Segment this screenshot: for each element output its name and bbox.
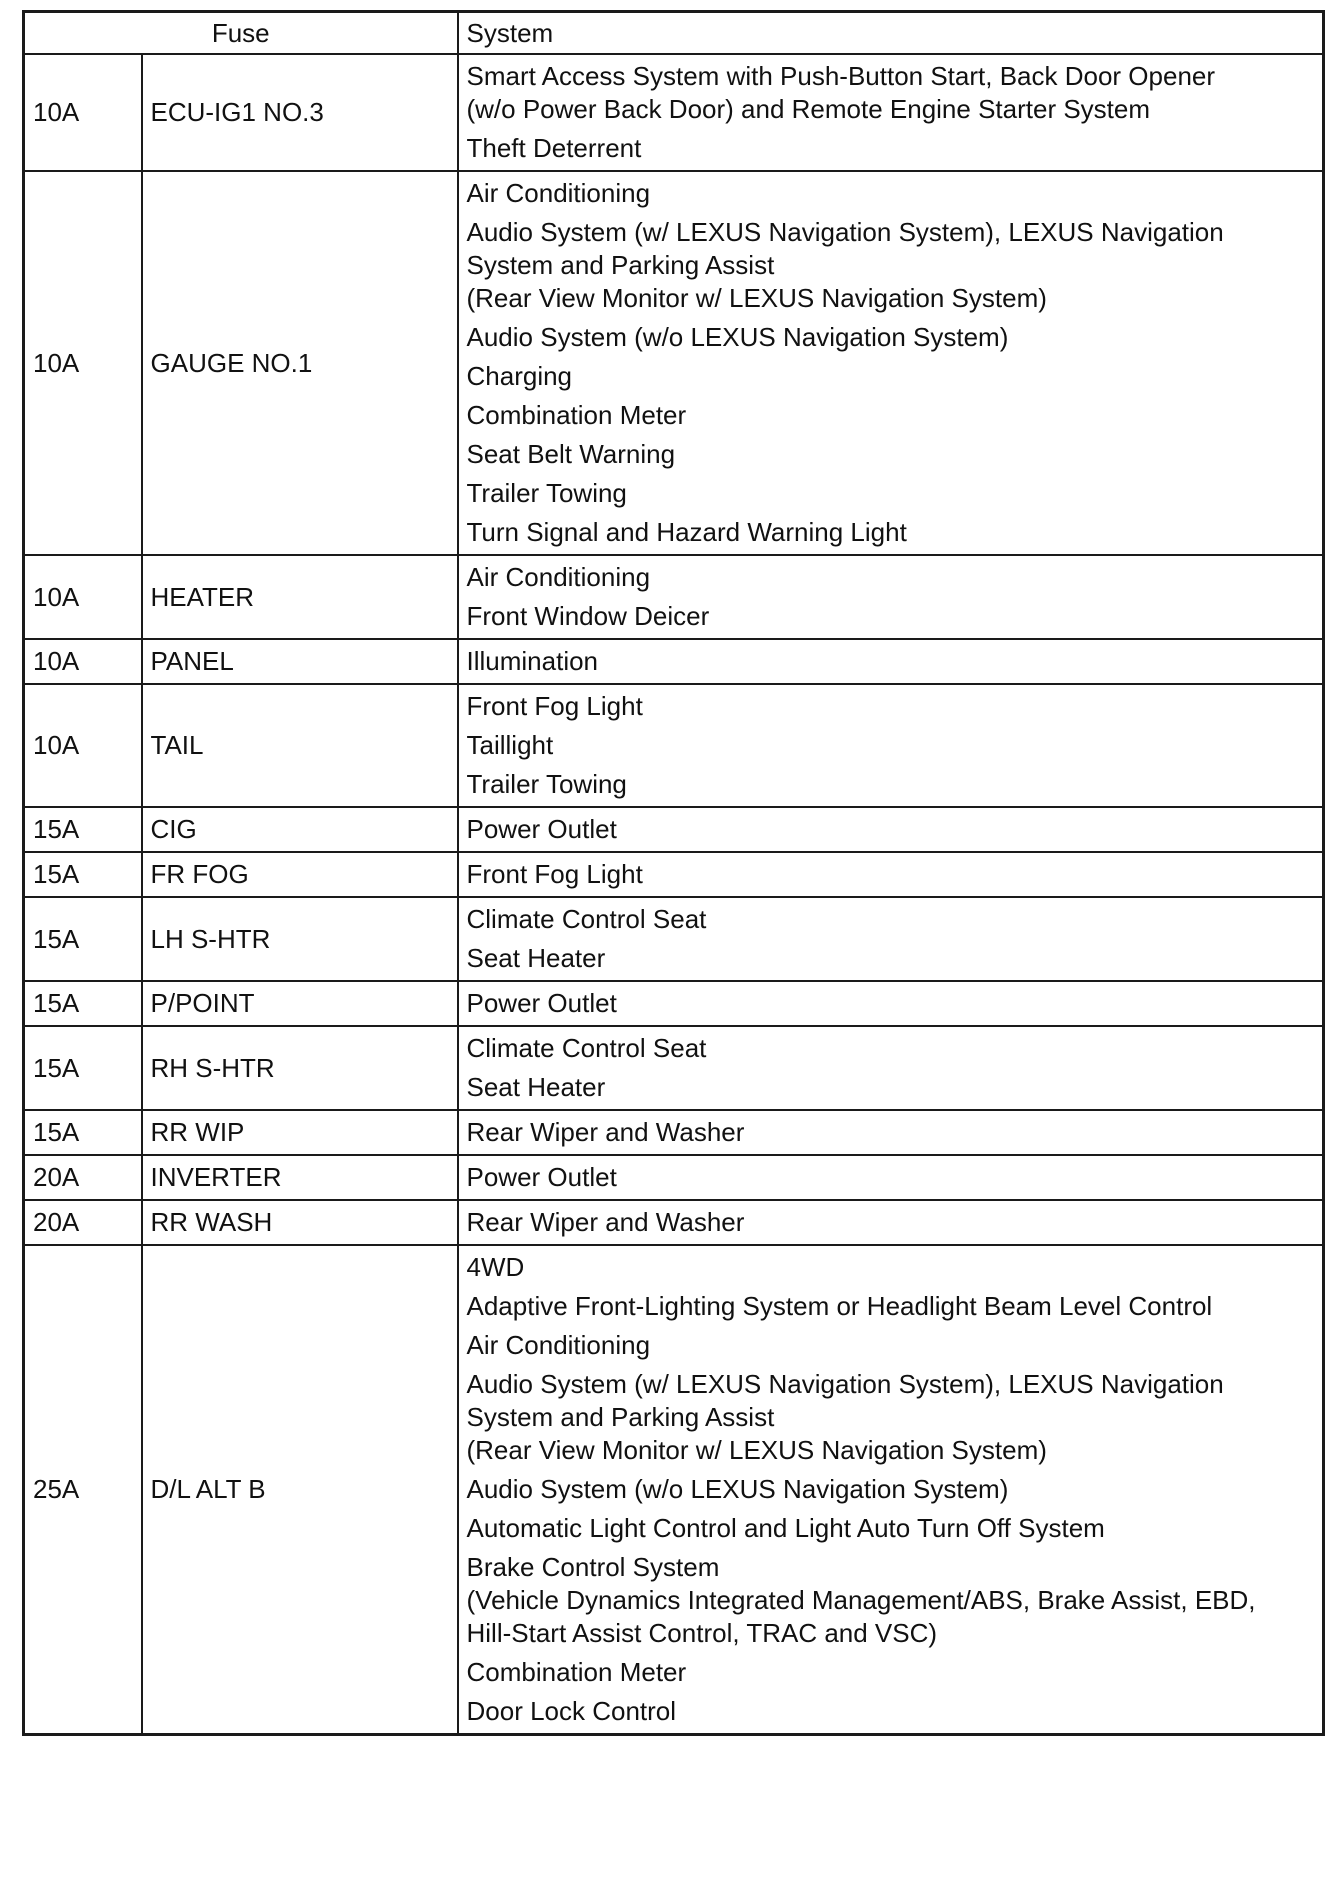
fuse-name: P/POINT [142,981,458,1026]
fuse-name: D/L ALT B [142,1245,458,1735]
fuse-systems [458,1245,1324,1735]
fuse-systems [458,807,1324,852]
system-item: Illumination [466,646,599,676]
fuse-amperage: 15A [24,981,142,1026]
system-item: Seat Heater [466,943,606,973]
table-row [24,807,1324,852]
system-item: Front Fog Light [466,859,643,889]
fuse-amperage: 10A [24,555,142,639]
system-item: Power Outlet [466,988,617,1018]
system-item: Door Lock Control [466,1696,677,1726]
table-row [24,852,1324,897]
table-row [24,54,1324,171]
system-item: Combination Meter [466,400,687,430]
system-item: Automatic Light Control and Light Auto Turn Off System [466,1513,1105,1543]
system-item: Climate Control Seat [466,1033,707,1063]
table-row [24,1200,1324,1245]
fuse-name: CIG [142,807,458,852]
fuse-name: HEATER [142,555,458,639]
fuse-system-table [22,10,1325,1736]
system-item: Front Window Deicer [466,601,710,631]
system-item: 4WD [466,1252,525,1282]
fuse-systems [458,981,1324,1026]
system-item: Smart Access System with Push-Button Start, Back Door Opener (w/o Power Back Door) and Remote Engine Starter System [466,61,1216,124]
table-row [24,639,1324,684]
fuse-amperage: 10A [24,639,142,684]
fuse-systems [458,1110,1324,1155]
fuse-name: FR FOG [142,852,458,897]
fuse-name: RR WASH [142,1200,458,1245]
system-item: Audio System (w/o LEXUS Navigation System) [466,1474,1009,1504]
fuse-amperage: 25A [24,1245,142,1735]
fuse-name: LH S-HTR [142,897,458,981]
table-header-row [24,12,1324,55]
fuse-amperage: 15A [24,897,142,981]
fuse-systems [458,897,1324,981]
fuse-systems [458,555,1324,639]
system-item: Combination Meter [466,1657,687,1687]
fuse-amperage: 15A [24,807,142,852]
system-item: Rear Wiper and Washer [466,1117,745,1147]
fuse-systems [458,684,1324,807]
system-item: Theft Deterrent [466,133,642,163]
system-item: Front Fog Light [466,691,643,721]
table-row [24,1026,1324,1110]
system-item: Charging [466,361,573,391]
fuse-amperage: 10A [24,54,142,171]
system-item: Audio System (w/o LEXUS Navigation System) [466,322,1009,352]
fuse-amperage: 20A [24,1200,142,1245]
system-column-header: System [458,12,1324,55]
table-row [24,171,1324,555]
fuse-systems [458,639,1324,684]
table-row [24,555,1324,639]
fuse-name: ECU-IG1 NO.3 [142,54,458,171]
fuse-name: RR WIP [142,1110,458,1155]
system-item: Audio System (w/ LEXUS Navigation System), LEXUS Navigation System and Parking Assist (Rear View Monitor w/ LEXUS Navigation System) [466,1369,1224,1465]
table-row [24,1155,1324,1200]
system-item: Air Conditioning [466,1330,651,1360]
system-item: Power Outlet [466,814,617,844]
fuse-amperage: 15A [24,852,142,897]
table-row [24,897,1324,981]
fuse-systems [458,171,1324,555]
fuse-systems [458,1155,1324,1200]
fuse-name: INVERTER [142,1155,458,1200]
system-item: Air Conditioning [466,178,651,208]
fuse-name: RH S-HTR [142,1026,458,1110]
fuse-name: TAIL [142,684,458,807]
fuse-name: PANEL [142,639,458,684]
system-item: Seat Heater [466,1072,606,1102]
system-item: Brake Control System (Vehicle Dynamics Integrated Management/ABS, Brake Assist, EBD, Hill-Start Assist Control, TRAC and VSC) [466,1552,1256,1648]
fuse-column-header: Fuse [24,12,458,55]
fuse-amperage: 20A [24,1155,142,1200]
fuse-amperage: 10A [24,171,142,555]
fuse-systems [458,1200,1324,1245]
fuse-systems [458,1026,1324,1110]
table-row [24,1245,1324,1735]
fuse-amperage: 15A [24,1110,142,1155]
system-item: Trailer Towing [466,478,627,508]
system-item: Audio System (w/ LEXUS Navigation System), LEXUS Navigation System and Parking Assist (Rear View Monitor w/ LEXUS Navigation System) [466,217,1224,313]
system-item: Turn Signal and Hazard Warning Light [466,517,907,547]
system-item: Adaptive Front-Lighting System or Headlight Beam Level Control [466,1291,1213,1321]
fuse-systems [458,54,1324,171]
system-item: Climate Control Seat [466,904,707,934]
system-item: Power Outlet [466,1162,617,1192]
table-row [24,684,1324,807]
system-item: Rear Wiper and Washer [466,1207,745,1237]
fuse-systems [458,852,1324,897]
system-item: Trailer Towing [466,769,627,799]
system-item: Seat Belt Warning [466,439,676,469]
table-row [24,981,1324,1026]
fuse-amperage: 15A [24,1026,142,1110]
fuse-amperage: 10A [24,684,142,807]
system-item: Air Conditioning [466,562,651,592]
fuse-name: GAUGE NO.1 [142,171,458,555]
system-item: Taillight [466,730,554,760]
fuse-table-body [24,54,1324,1735]
table-row [24,1110,1324,1155]
